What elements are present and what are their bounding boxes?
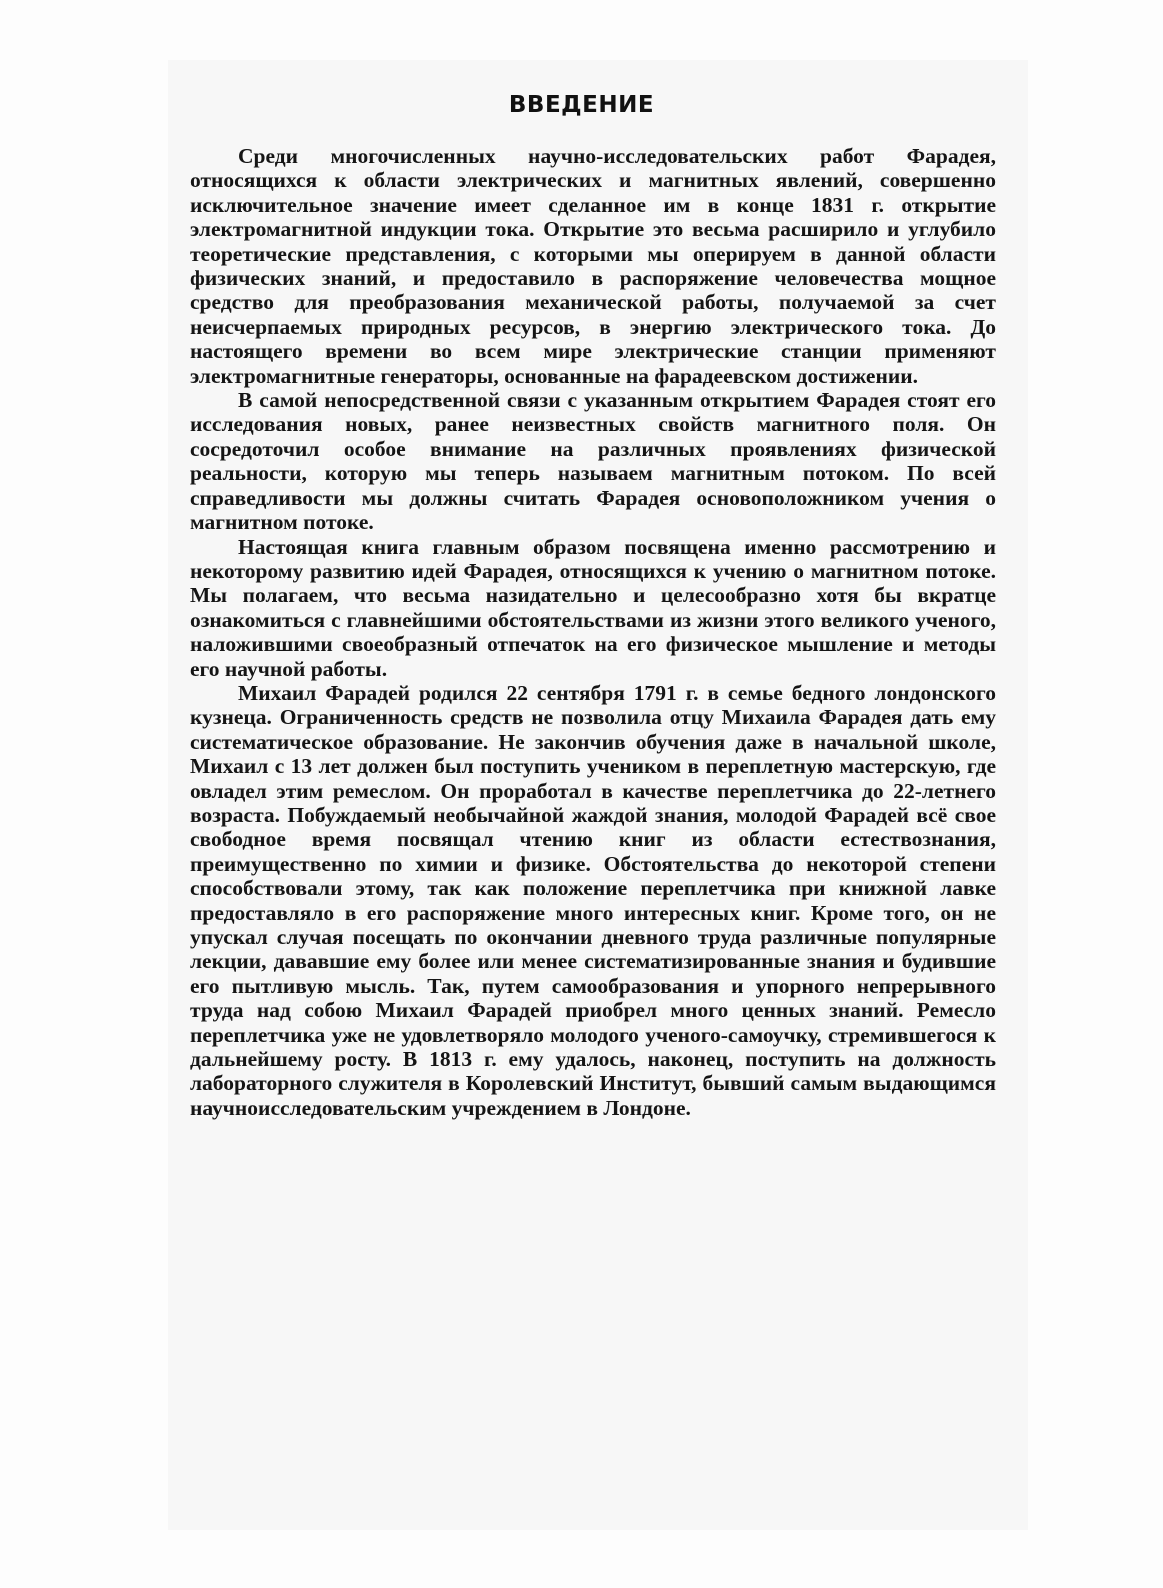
paragraph: Михаил Фарадей родился 22 сентября 1791 г. в семье бедного лондонского кузнеца. Ограниченность средств не позволила отцу Михаила Фарадея дать ему систематическое образование. Не закончив обучения даже в начальной школе, Михаил с 13 лет должен был поступить учеником в переплетную мастерскую, где овладел этим ремеслом. Он проработал в качестве переплетчика до 22-летнего возраста. Побуждаемый необычайной жаждой знания, молодой Фарадей всё свое свободное время посвящал чтению книг из области естествознания, преимущественно по химии и физике. Обстоятельства до некоторой степени способствовали этому, так как положение переплетчика при книжной лавке предоставляло в его распоряжение много интересных книг. Кроме того, он не упускал случая посещать по окончании дневного труда различные популярные лекции, дававшие ему более или менее систематизированные знания и будившие его пытливую мысль. Так, путем самообразования и упорного непрерывного труда над собою Михаил Фарадей приобрел много ценных знаний. Ремесло переплетчика уже не удовлетворяло молодого ученого-самоучку, стремившегося к дальнейшему росту. В 1813 г. ему удалось, наконец, поступить на должность лабораторного служителя в Королевский Институт, бывший самым выдающимся научноисследовательским учреждением в Лондоне.: [190, 680, 996, 1120]
paragraph: Настоящая книга главным образом посвящена именно рассмотрению и некоторому развитию идей Фарадея, относящихся к учению о магнитном потоке. Мы полагаем, что весьма назидательно и целесообразно хотя бы вкратце ознакомиться с главнейшими обстоятельствами из жизни этого великого ученого, наложившими своеобразный отпечаток на его физическое мышление и методы его научной работы.: [190, 534, 996, 681]
paragraph: В самой непосредственной связи с указанным открытием Фарадея стоят его исследования новых, ранее неизвестных свойств магнитного поля. Он сосредоточил особое внимание на различных проявлениях физической реальности, которую мы теперь называем магнитным потоком. По всей справедливости мы должны считать Фарадея основоположником учения о магнитном потоке.: [190, 388, 996, 535]
page-title: ВВЕДЕНИЕ: [508, 92, 655, 118]
body-text: [190, 144, 996, 1120]
paragraph: Среди многочисленных научно-исследовательских работ Фарадея, относящихся к области электрических и магнитных явлений, совершенно исключительное значение имеет сделанное им в конце 1831 г. открытие электромагнитной индукции тока. Открытие это весьма расширило и углубило теоретические представления, с которыми мы оперируем в данной области физических знаний, и предоставило в распоряжение человечества мощное средство для преобразования механической работы, получаемой за счет неисчерпаемых природных ресурсов, в энергию электрического тока. До настоящего времени во всем мире электрические станции применяют электромагнитные генераторы, основанные на фарадеевском достижении.: [190, 144, 996, 388]
